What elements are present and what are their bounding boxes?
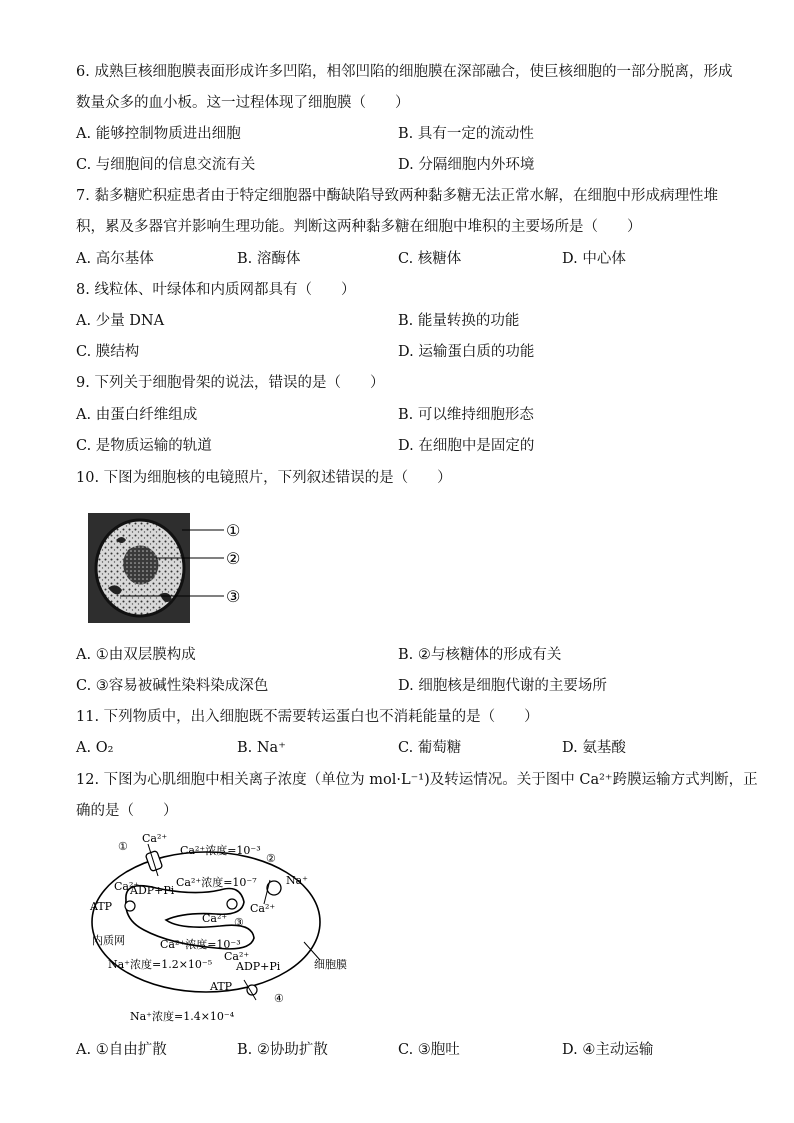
q9-option-b[interactable]: B. 可以维持细胞形态	[398, 407, 534, 423]
label-conc-er: Ca²⁺浓度=10⁻³	[160, 938, 241, 951]
q8-option-d[interactable]: D. 运输蛋白质的功能	[398, 344, 535, 360]
q12-option-b[interactable]: B. ②协助扩散	[237, 1042, 328, 1058]
q8-option-c[interactable]: C. 膜结构	[76, 344, 140, 360]
channel-1	[145, 850, 162, 871]
label-num-3: ③	[234, 916, 244, 929]
er-pump	[125, 901, 135, 911]
q6-stem-line-1: 6. 成熟巨核细胞膜表面形成许多凹陷，相邻凹陷的细胞膜在深部融合，使巨核细胞的一部分脱离，形成	[76, 64, 733, 80]
q10-option-c[interactable]: C. ③容易被碱性染料染成深色	[76, 678, 269, 694]
channel-3	[227, 899, 237, 909]
label-num-1: ①	[118, 840, 128, 853]
label-adp-2: ADP+Pi	[236, 960, 281, 973]
label-ca-top: Ca²⁺	[142, 832, 168, 845]
label-ca-1: Ca²⁺	[114, 880, 140, 893]
q6-option-d[interactable]: D. 分隔细胞内外环境	[398, 157, 535, 173]
label-ca-2: Ca²⁺	[250, 902, 276, 915]
q6-stem-line-2: 数量众多的血小板。这一过程体现了细胞膜（ ）	[76, 95, 410, 111]
q12-option-c[interactable]: C. ③胞吐	[398, 1042, 460, 1058]
q9-option-c[interactable]: C. 是物质运输的轨道	[76, 438, 212, 454]
q10-option-a[interactable]: A. ①由双层膜构成	[76, 647, 196, 663]
label-atp-1: ATP	[90, 900, 113, 913]
q10-stem: 10. 下图为细胞核的电镜照片，下列叙述错误的是（ ）	[76, 470, 452, 486]
label-na: Na⁺	[286, 874, 308, 887]
q11-option-c[interactable]: C. 葡萄糖	[398, 740, 462, 756]
q11-option-b[interactable]: B. Na⁺	[237, 740, 286, 756]
label-ca-3: Ca²⁺	[224, 950, 250, 963]
label-membrane: 细胞膜	[314, 958, 347, 971]
q7-stem-line-1: 7. 黏多糖贮积症患者由于特定细胞器中酶缺陷导致两种黏多糖无法正常水解，在细胞中形成病理性堆	[76, 188, 718, 204]
q8-option-b[interactable]: B. 能量转换的功能	[398, 313, 520, 329]
q10-option-d[interactable]: D. 细胞核是细胞代谢的主要场所	[398, 678, 607, 694]
label-num-2: ②	[266, 852, 276, 865]
figure-label-2: ②	[226, 549, 241, 568]
q12-stem-line-1: 12. 下图为心肌细胞中相关离子浓度（单位为 mol·L⁻¹)及转运情况。关于图中 Ca²⁺跨膜运输方式判断，正	[76, 772, 758, 788]
q11-option-d[interactable]: D. 氨基酸	[562, 740, 626, 756]
q9-option-d[interactable]: D. 在细胞中是固定的	[398, 438, 535, 454]
q7-option-d[interactable]: D. 中心体	[562, 251, 626, 267]
label-conc-in: Ca²⁺浓度=10⁻⁷	[176, 876, 257, 889]
label-na-in: Na⁺浓度=1.2×10⁻⁵	[108, 958, 213, 971]
label-er: 内质网	[92, 934, 125, 947]
label-ca-er: Ca²⁺	[202, 912, 228, 925]
q7-stem-line-2: 积，累及多器官并影响生理功能。判断这两种黏多糖在细胞中堆积的主要场所是（ ）	[76, 219, 642, 235]
ion-transport-diagram	[84, 830, 374, 1030]
label-adp-1: ADP+Pi	[130, 884, 175, 897]
figure-label-1: ①	[226, 521, 241, 540]
q12-option-d[interactable]: D. ④主动运输	[562, 1042, 654, 1058]
nucleus-micrograph	[86, 510, 256, 630]
q6-option-c[interactable]: C. 与细胞间的信息交流有关	[76, 157, 256, 173]
q7-option-b[interactable]: B. 溶酶体	[237, 251, 301, 267]
q12-option-a[interactable]: A. ①自由扩散	[76, 1042, 167, 1058]
label-atp-2: ATP	[210, 980, 233, 993]
q9-option-a[interactable]: A. 由蛋白纤维组成	[76, 407, 198, 423]
q10-option-b[interactable]: B. ②与核糖体的形成有关	[398, 647, 562, 663]
q12-stem-line-2: 确的是（ ）	[76, 803, 178, 819]
figure-label-3: ③	[226, 587, 241, 606]
q11-stem: 11. 下列物质中，出入细胞既不需要转运蛋白也不消耗能量的是（ ）	[76, 709, 539, 725]
q8-option-a[interactable]: A. 少量 DNA	[76, 313, 165, 329]
label-na-out: Na⁺浓度=1.4×10⁻⁴	[130, 1010, 235, 1023]
q7-option-a[interactable]: A. 高尔基体	[76, 251, 154, 267]
q11-option-a[interactable]: A. O₂	[76, 740, 114, 756]
q6-option-a[interactable]: A. 能够控制物质进出细胞	[76, 126, 241, 142]
q7-option-c[interactable]: C. 核糖体	[398, 251, 462, 267]
q8-stem: 8. 线粒体、叶绿体和内质网都具有（ ）	[76, 282, 356, 298]
label-conc-out: Ca²⁺浓度=10⁻³	[180, 844, 261, 857]
q9-stem: 9. 下列关于细胞骨架的说法，错误的是（ ）	[76, 375, 385, 391]
q6-option-b[interactable]: B. 具有一定的流动性	[398, 126, 534, 142]
label-num-4: ④	[274, 992, 284, 1005]
